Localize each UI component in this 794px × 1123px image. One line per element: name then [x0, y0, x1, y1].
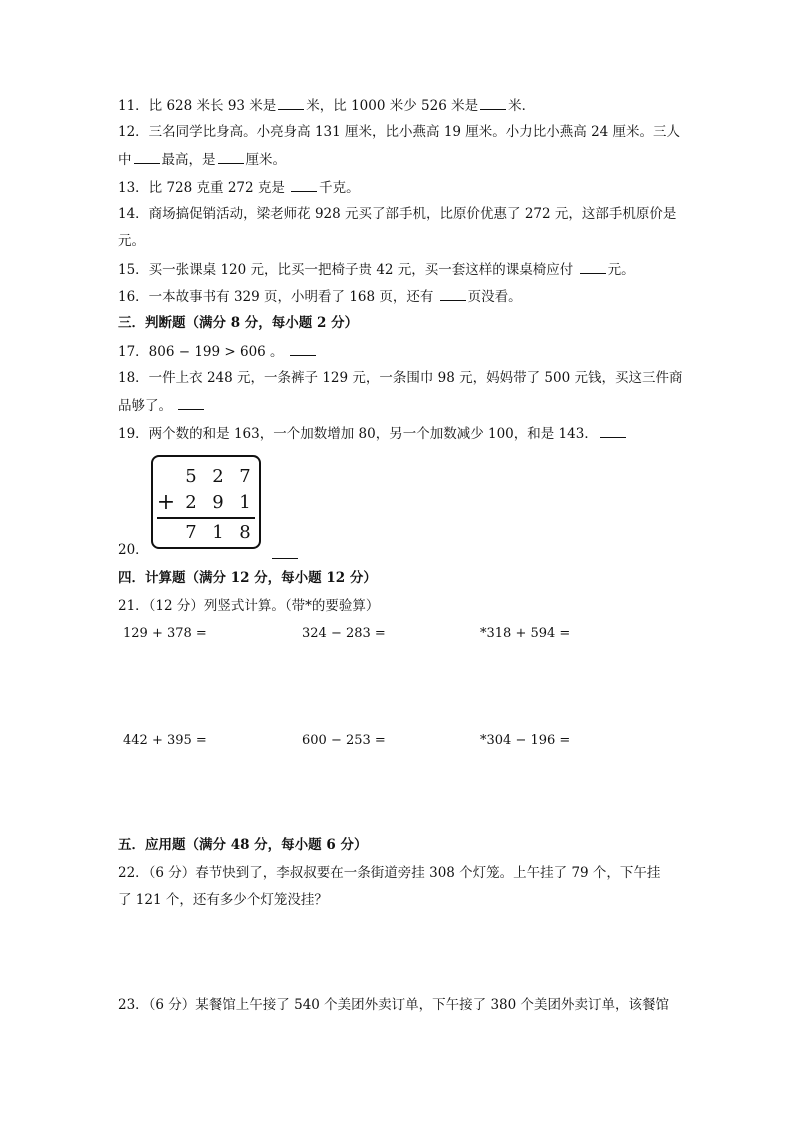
calc-digit: 8 [239, 522, 251, 543]
answer-blank[interactable] [291, 178, 317, 192]
answer-blank[interactable] [290, 342, 316, 356]
q17-text: 17．806 − 199 > 606 。 [118, 344, 288, 360]
q14-text-line2: 元。 [118, 233, 145, 249]
calc-digit: 9 [212, 492, 224, 513]
calc-box [151, 455, 261, 549]
q12-text-line1: 12．三名同学比身高。小亮身高 131 厘米，比小燕高 19 厘米。小力比小燕高 24 厘米。三人 [118, 124, 681, 140]
q16-text-b: 页没看。 [467, 289, 522, 305]
calc-divider [157, 517, 255, 519]
question-12-line2 [118, 150, 286, 169]
question-22-line1: 22．（6 分）春节快到了，李叔叔要在一条街道旁挂 308 个灯笼。上午挂了 79 个，下午挂 [118, 865, 661, 881]
question-23-line1: 23．（6 分）某餐馆上午接了 540 个美团外卖订单，下午接了 380 个美团外卖订单，该餐馆 [118, 997, 670, 1013]
question-15 [118, 260, 635, 279]
calc-digit: 1 [239, 492, 251, 513]
question-13 [118, 178, 360, 197]
question-17 [118, 342, 318, 361]
answer-blank[interactable] [218, 150, 244, 164]
q18-text-line2: 品够了。 [118, 398, 177, 414]
equation: 442 + 395 = [123, 733, 207, 748]
answer-blank[interactable] [580, 260, 606, 274]
question-14-line1 [118, 205, 676, 223]
answer-blank[interactable] [278, 96, 304, 110]
calc-digit: 1 [212, 522, 224, 543]
answer-blank[interactable] [134, 150, 160, 164]
equation: 129 + 378 = [123, 626, 207, 641]
question-21: 21．（12 分）列竖式计算。（带*的要验算） [118, 598, 380, 614]
question-12-line1 [118, 123, 680, 141]
calc-digit: 2 [212, 466, 224, 487]
q11-text-b: 米，比 1000 米少 526 米是 [306, 98, 479, 114]
q18-text-line1: 18．一件上衣 248 元，一条裤子 129 元，一条围巾 98 元，妈妈带了 500 元钱，买这三件商 [118, 370, 683, 386]
section-3-heading: 三．判断题（满分 8 分，每小题 2 分） [118, 315, 359, 331]
section-5-heading: 五．应用题（满分 48 分，每小题 6 分） [118, 837, 368, 853]
question-11 [118, 96, 535, 115]
question-18-line2 [118, 396, 206, 415]
question-22-line2: 了 121 个，还有多少个灯笼没挂？ [118, 892, 328, 908]
plus-sign: + [156, 490, 176, 515]
equation: *304 − 196 = [480, 733, 571, 748]
q13-text-a: 13．比 728 克重 272 克是 [118, 180, 290, 196]
calc-digit: 2 [185, 492, 197, 513]
section-4-heading: 四．计算题（满分 12 分，每小题 12 分） [118, 570, 377, 586]
answer-blank[interactable] [440, 287, 466, 301]
equation: *318 + 594 = [480, 626, 571, 641]
equation: 600 − 253 = [302, 733, 386, 748]
q12-text-a: 中 [118, 152, 132, 168]
q14-text-line1: 14．商场搞促销活动，梁老师花 928 元买了部手机，比原价优惠了 272 元，这部手机原价是 [118, 206, 677, 222]
q11-text-c: 米． [508, 98, 536, 114]
q12-text-c: 厘米。 [245, 152, 286, 168]
calc-digit: 7 [239, 466, 251, 487]
answer-blank[interactable] [178, 396, 204, 410]
q15-text-a: 15．买一张课桌 120 元，比买一把椅子贵 42 元，买一套这样的课桌椅应付 [118, 262, 578, 278]
equation: 324 − 283 = [302, 626, 386, 641]
question-18-line1 [118, 369, 683, 387]
question-20-label: 20． [118, 542, 149, 558]
question-16 [118, 287, 522, 306]
q15-text-b: 元。 [607, 262, 635, 278]
question-14-line2 [118, 232, 145, 250]
q12-text-b: 最高，是 [161, 152, 216, 168]
q11-text-a: 11．比 628 米长 93 米是 [118, 98, 277, 114]
q19-text: 19．两个数的和是 163，一个加数增加 80，另一个加数减少 100，和是 143． [118, 426, 598, 442]
q16-text-a: 16．一本故事书有 329 页，小明看了 168 页，还有 [118, 289, 438, 305]
question-19 [118, 424, 628, 443]
answer-blank[interactable] [272, 545, 298, 559]
answer-blank[interactable] [600, 424, 626, 438]
answer-blank[interactable] [480, 96, 506, 110]
calc-digit: 5 [185, 466, 197, 487]
calc-digit: 7 [185, 522, 197, 543]
q13-text-b: 千克。 [319, 180, 360, 196]
